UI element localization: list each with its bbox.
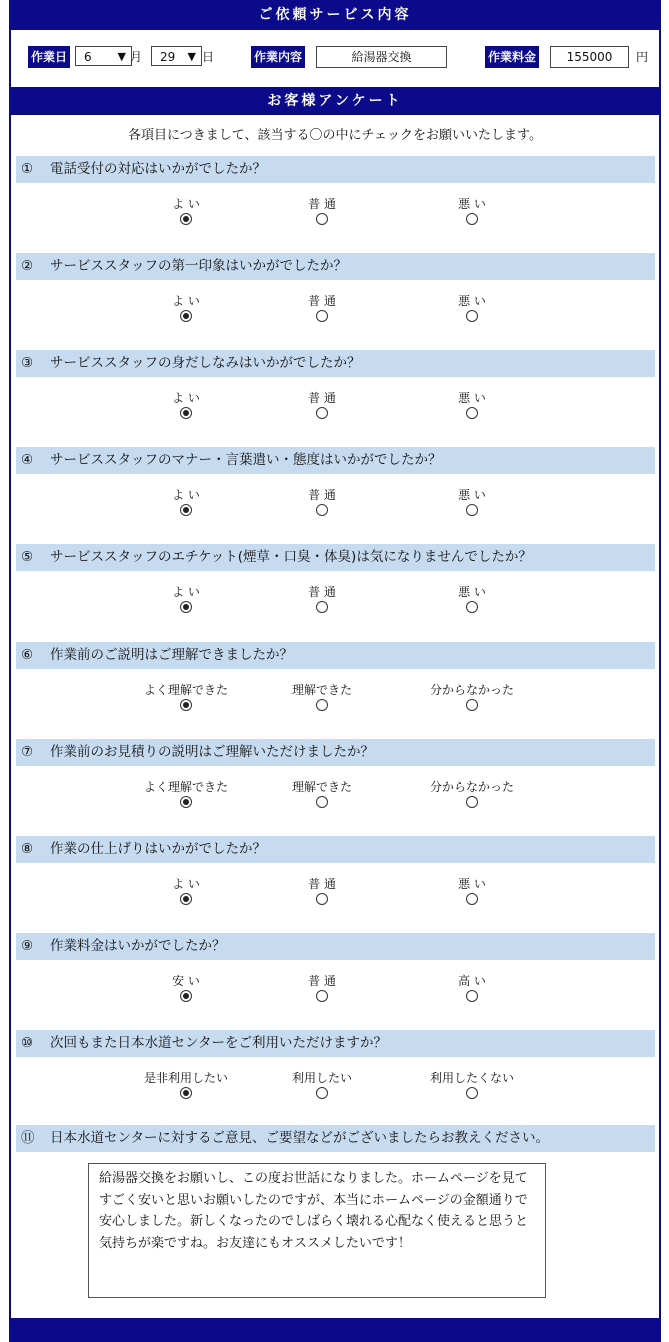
answer-option[interactable] <box>136 779 236 811</box>
answer-option[interactable] <box>422 1070 522 1102</box>
work-fee-label: 作業料金 <box>485 46 539 68</box>
answer-option[interactable] <box>272 876 372 908</box>
answer-option[interactable] <box>136 293 236 325</box>
radio-button[interactable] <box>316 796 328 808</box>
service-info-row <box>9 44 661 74</box>
question-header <box>16 836 655 863</box>
radio-button[interactable] <box>180 990 192 1002</box>
work-content-field[interactable]: 給湯器交換 <box>316 46 447 68</box>
answer-option[interactable] <box>136 487 236 519</box>
answer-options <box>9 390 661 426</box>
option-label: 普 通 <box>308 488 336 502</box>
answer-options <box>9 584 661 620</box>
answer-option[interactable] <box>136 876 236 908</box>
answer-option[interactable] <box>272 1070 372 1102</box>
question-number: ③ <box>21 355 34 371</box>
answer-option[interactable] <box>136 1070 236 1102</box>
option-label: よ い <box>172 488 200 502</box>
option-label: 普 通 <box>308 391 336 405</box>
question-number: ⑦ <box>21 744 34 760</box>
day-value: 29 <box>160 50 176 64</box>
radio-button[interactable] <box>180 310 192 322</box>
radio-button[interactable] <box>466 1087 478 1099</box>
month-select[interactable] <box>75 46 132 66</box>
option-label: 悪 い <box>458 585 486 599</box>
question-text: サービススタッフのマナー・言葉遣い・態度はいかがでしたか？ <box>50 452 442 468</box>
option-label: 利用したくない <box>429 1071 514 1085</box>
question-header <box>16 933 655 960</box>
radio-button[interactable] <box>466 990 478 1002</box>
question-header <box>16 642 655 669</box>
radio-button[interactable] <box>466 796 478 808</box>
answer-option[interactable] <box>136 584 236 616</box>
radio-button[interactable] <box>466 310 478 322</box>
fee-unit: 円 <box>636 50 649 64</box>
answer-option[interactable] <box>136 973 236 1005</box>
question-header <box>16 1030 655 1057</box>
survey-header: お客様アンケート <box>9 87 661 115</box>
answer-option[interactable] <box>422 682 522 714</box>
question-header <box>16 350 655 377</box>
option-label: 利用したい <box>291 1071 352 1085</box>
answer-options <box>9 1070 661 1106</box>
radio-button[interactable] <box>180 893 192 905</box>
answer-option[interactable] <box>136 196 236 228</box>
chevron-down-icon: ▼ <box>187 50 196 63</box>
question-text: 作業料金はいかがでしたか？ <box>50 938 226 954</box>
option-label: 普 通 <box>308 877 336 891</box>
radio-button[interactable] <box>316 601 328 613</box>
option-label: 悪 い <box>458 877 486 891</box>
question-number: ④ <box>21 452 34 468</box>
question-text: サービススタッフのエチケット(煙草・口臭・体臭)は気になりませんでしたか？ <box>50 549 532 565</box>
question-header <box>16 544 655 571</box>
answer-option[interactable] <box>422 973 522 1005</box>
option-label: 普 通 <box>308 294 336 308</box>
option-label: 理解できた <box>291 683 352 697</box>
option-label: 是非利用したい <box>143 1071 228 1085</box>
radio-button[interactable] <box>316 407 328 419</box>
answer-options <box>9 293 661 329</box>
question-number: ⑪ <box>21 1130 35 1146</box>
option-label: よ い <box>172 877 200 891</box>
radio-button[interactable] <box>180 504 192 516</box>
comment-textarea[interactable]: 給湯器交換をお願いし、この度お世話になりました。ホームページを見てすごく安いと思いお願いしたのですが、本当にホームページの金額通りで安心しました。新しくなったのでしばらく壊れる心配なく使えると思うと気持ちが楽ですね。お友達にもオススメしたいです！ <box>88 1163 546 1298</box>
day-select[interactable] <box>151 46 202 66</box>
question-header <box>16 253 655 280</box>
question-number: ⑤ <box>21 549 34 565</box>
answer-options <box>9 196 661 232</box>
month-value: 6 <box>84 50 92 64</box>
question-number: ① <box>21 161 34 177</box>
answer-options <box>9 487 661 523</box>
radio-button[interactable] <box>316 699 328 711</box>
radio-button[interactable] <box>466 699 478 711</box>
work-content-label: 作業内容 <box>251 46 305 68</box>
option-label: 高 い <box>458 974 486 988</box>
survey-instruction: 各項目につきまして、該当する〇の中にチェックをお願いいたします。 <box>127 128 543 143</box>
radio-button[interactable] <box>316 990 328 1002</box>
radio-button[interactable] <box>180 407 192 419</box>
answer-option[interactable] <box>422 487 522 519</box>
question-text: 次回もまた日本水道センターをご利用いただけますか？ <box>50 1035 387 1051</box>
answer-option[interactable] <box>272 293 372 325</box>
option-label: よ い <box>172 585 200 599</box>
radio-button[interactable] <box>316 1087 328 1099</box>
question-text: 日本水道センターに対するご意見、ご要望などがございましたらお教えください。 <box>50 1130 549 1146</box>
question-header <box>16 447 655 474</box>
option-label: よ い <box>172 197 200 211</box>
work-date-label: 作業日 <box>28 46 70 68</box>
radio-button[interactable] <box>180 699 192 711</box>
radio-button[interactable] <box>466 893 478 905</box>
footer-bar <box>9 1318 661 1342</box>
answer-option[interactable] <box>422 390 522 422</box>
option-label: 普 通 <box>308 585 336 599</box>
answer-option[interactable] <box>422 293 522 325</box>
option-label: よく理解できた <box>143 683 228 697</box>
question-number: ⑩ <box>21 1035 34 1051</box>
question-number: ⑧ <box>21 841 34 857</box>
radio-button[interactable] <box>180 1087 192 1099</box>
answer-option[interactable] <box>422 779 522 811</box>
question-text: 電話受付の対応はいかがでしたか？ <box>50 161 266 177</box>
answer-option[interactable] <box>272 779 372 811</box>
radio-button[interactable] <box>180 796 192 808</box>
answer-option[interactable] <box>136 682 236 714</box>
month-unit: 月 <box>130 50 143 64</box>
radio-button[interactable] <box>316 310 328 322</box>
day-unit: 日 <box>202 50 215 64</box>
radio-button[interactable] <box>466 504 478 516</box>
option-label: 分からなかった <box>429 780 514 794</box>
question-text: 作業前のお見積りの説明はご理解いただけましたか？ <box>50 744 374 760</box>
question-number: ⑥ <box>21 647 34 663</box>
option-label: よ い <box>172 391 200 405</box>
option-label: 安 い <box>172 974 200 988</box>
question-text: 作業の仕上げりはいかがでしたか？ <box>50 841 266 857</box>
option-label: 悪 い <box>458 391 486 405</box>
radio-button[interactable] <box>316 504 328 516</box>
chevron-down-icon: ▼ <box>117 50 126 63</box>
work-fee-field[interactable]: 155000 <box>550 46 629 68</box>
option-label: 分からなかった <box>429 683 514 697</box>
option-label: 普 通 <box>308 974 336 988</box>
answer-option[interactable] <box>422 584 522 616</box>
answer-option[interactable] <box>422 196 522 228</box>
option-label: 悪 い <box>458 294 486 308</box>
question-text: サービススタッフの第一印象はいかがでしたか？ <box>50 258 347 274</box>
option-label: よ い <box>172 294 200 308</box>
answer-options <box>9 682 661 718</box>
option-label: よく理解できた <box>143 780 228 794</box>
answer-options <box>9 973 661 1009</box>
option-label: 悪 い <box>458 488 486 502</box>
question-text: サービススタッフの身だしなみはいかがでしたか？ <box>50 355 361 371</box>
question-text: 作業前のご説明はご理解できましたか？ <box>50 647 293 663</box>
question-header <box>16 156 655 183</box>
answer-option[interactable] <box>272 584 372 616</box>
radio-button[interactable] <box>316 213 328 225</box>
question-number: ⑨ <box>21 938 34 954</box>
radio-button[interactable] <box>466 213 478 225</box>
radio-button[interactable] <box>316 893 328 905</box>
radio-button[interactable] <box>180 213 192 225</box>
answer-option[interactable] <box>272 682 372 714</box>
service-header: ご依頼サービス内容 <box>9 0 661 30</box>
option-label: 理解できた <box>291 780 352 794</box>
answer-options <box>9 876 661 912</box>
answer-option[interactable] <box>272 487 372 519</box>
radio-button[interactable] <box>466 601 478 613</box>
question-header <box>16 739 655 766</box>
free-question-header <box>16 1125 655 1152</box>
answer-option[interactable] <box>272 973 372 1005</box>
answer-option[interactable] <box>272 196 372 228</box>
answer-option[interactable] <box>136 390 236 422</box>
radio-button[interactable] <box>180 601 192 613</box>
answer-options <box>9 779 661 815</box>
option-label: 悪 い <box>458 197 486 211</box>
option-label: 普 通 <box>308 197 336 211</box>
radio-button[interactable] <box>466 407 478 419</box>
question-number: ② <box>21 258 34 274</box>
answer-option[interactable] <box>272 390 372 422</box>
answer-option[interactable] <box>422 876 522 908</box>
